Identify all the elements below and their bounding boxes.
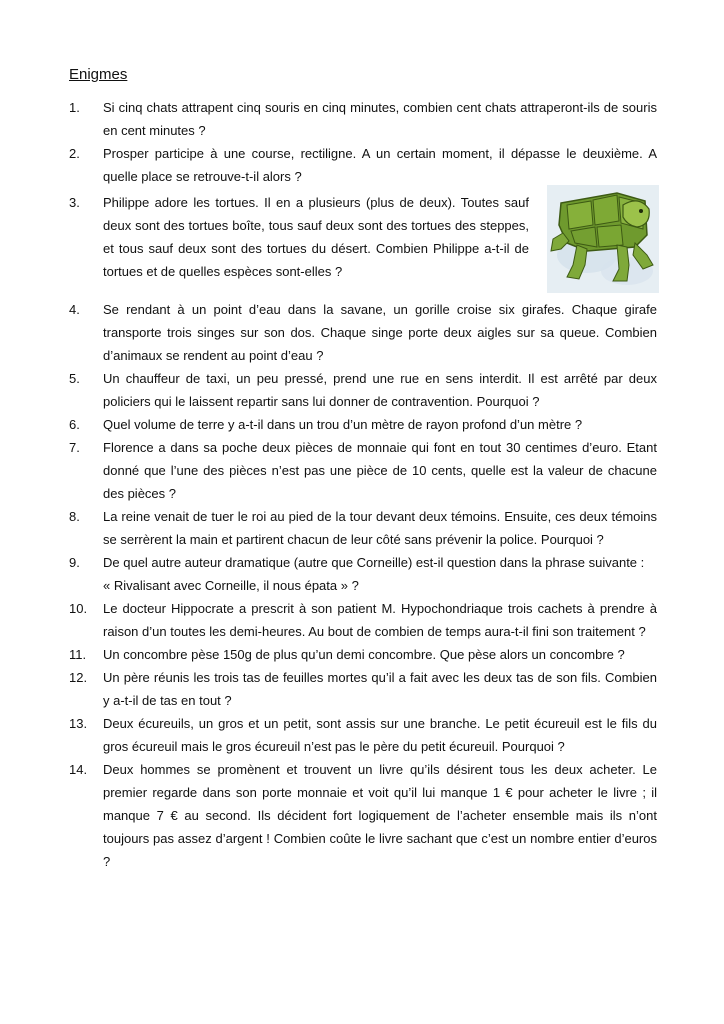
riddle-text: Si cinq chats attrapent cinq souris en cinq minutes, combien cent chats attraperont-ils de souris en cent minutes ? xyxy=(103,100,657,138)
riddle-text: Deux hommes se promènent et trouvent un livre qu’ils désirent tous les deux acheter. Le premier regarde dans son porte monnaie et voit qu’il lui manque 1 € pour acheter le livre ; il manque 7 € au second. Ils décident fort logiquement de l’acheter ensemble mais ils n’ont toujours pas assez d’argent ! Combien coûte le livre sachant que c’est un nombre entier d’euros ? xyxy=(103,762,657,869)
riddle-text: Un père réunis les trois tas de feuilles mortes qu’il a fait avec les deux tas de son fils. Combien y a-t-il de tas en tout ? xyxy=(103,670,657,708)
riddle-item-12 xyxy=(69,666,657,712)
riddle-question: De quel autre auteur dramatique (autre que Corneille) est-il question dans la phrase suivante : xyxy=(103,555,645,570)
riddle-number: 4. xyxy=(69,302,80,317)
riddle-number: 3. xyxy=(69,195,80,210)
riddle-number: 6. xyxy=(69,417,80,432)
riddle-number: 12. xyxy=(69,670,88,685)
riddle-number: 2. xyxy=(69,146,80,161)
riddle-item-11 xyxy=(69,643,657,666)
riddle-number: 8. xyxy=(69,509,80,524)
riddle-item-14 xyxy=(69,758,657,873)
riddle-item-7 xyxy=(69,436,657,505)
riddle-text: La reine venait de tuer le roi au pied de la tour devant deux témoins. Ensuite, ces deux témoins se serrèrent la main et partirent chacun de leur côté sans prévenir la police. Pourquoi ? xyxy=(103,509,657,547)
riddle-item-10 xyxy=(69,597,657,643)
riddle-item-8 xyxy=(69,505,657,551)
riddle-item-2 xyxy=(69,142,657,188)
riddle-text: Philippe adore les tortues. Il en a plusieurs (plus de deux). Toutes sauf deux sont des tortues boîte, tous sauf deux sont des tortues des steppes, et tous sauf deux sont des tortues du désert. Combien Philippe a-t-il de tortues et de quelles espèces sont-elles ? xyxy=(103,195,529,279)
riddle-text: Un concombre pèse 150g de plus qu’un demi concombre. Que pèse alors un concombre ? xyxy=(103,647,625,662)
riddle-item-3 xyxy=(69,191,657,295)
riddle-item-6 xyxy=(69,413,657,436)
riddle-number: 7. xyxy=(69,440,80,455)
riddle-number: 10. xyxy=(69,601,88,616)
riddle-item-1 xyxy=(69,96,657,142)
riddle-list xyxy=(69,96,657,873)
riddle-text: Deux écureuils, un gros et un petit, sont assis sur une branche. Le petit écureuil est le fils du gros écureuil mais le gros écureuil n’est pas le père du petit écureuil. Pourquoi ? xyxy=(103,716,657,754)
riddle-item-13 xyxy=(69,712,657,758)
riddle-item-4 xyxy=(69,298,657,367)
riddle-number: 5. xyxy=(69,371,80,386)
riddle-text: Le docteur Hippocrate a prescrit à son patient M. Hypochondriaque trois cachets à prendre à raison d’un toutes les demi-heures. Au bout de combien de temps aura-t-il fini son traitement ? xyxy=(103,601,657,639)
riddle-item-5 xyxy=(69,367,657,413)
riddle-text xyxy=(103,551,657,597)
riddle-text: Prosper participe à une course, rectiligne. A un certain moment, il dépasse le deuxième. A quelle place se retrouve-t-il alors ? xyxy=(103,146,657,184)
riddle-number: 11. xyxy=(69,647,87,662)
riddle-number: 9. xyxy=(69,555,80,570)
riddle-text: Se rendant à un point d’eau dans la savane, un gorille croise six girafes. Chaque girafe transporte trois singes sur son dos. Chaque singe porte deux aigles sur sa queue. Combien d’animaux se rendent au point d’eau ? xyxy=(103,302,657,363)
riddle-text: Quel volume de terre y a-t-il dans un trou d’un mètre de rayon profond d’un mètre ? xyxy=(103,417,583,432)
riddle-number: 14. xyxy=(69,762,88,777)
riddle-quote: « Rivalisant avec Corneille, il nous épata » ? xyxy=(103,578,359,593)
riddle-text: Florence a dans sa poche deux pièces de monnaie qui font en tout 30 centimes d’euro. Etant donné que l’une des pièces n’est pas une pièce de 10 cents, quelle est la valeur de chacune des pièces ? xyxy=(103,440,657,501)
page-title: Enigmes xyxy=(69,66,128,83)
riddle-item-9 xyxy=(69,551,657,597)
riddle-number: 1. xyxy=(69,100,80,115)
turtle-illustration-icon xyxy=(547,185,659,293)
riddle-number: 13. xyxy=(69,716,88,731)
riddle-text: Un chauffeur de taxi, un peu pressé, prend une rue en sens interdit. Il est arrêté par deux policiers qui le laissent repartir sans lui donner de contravention. Pourquoi ? xyxy=(103,371,657,409)
